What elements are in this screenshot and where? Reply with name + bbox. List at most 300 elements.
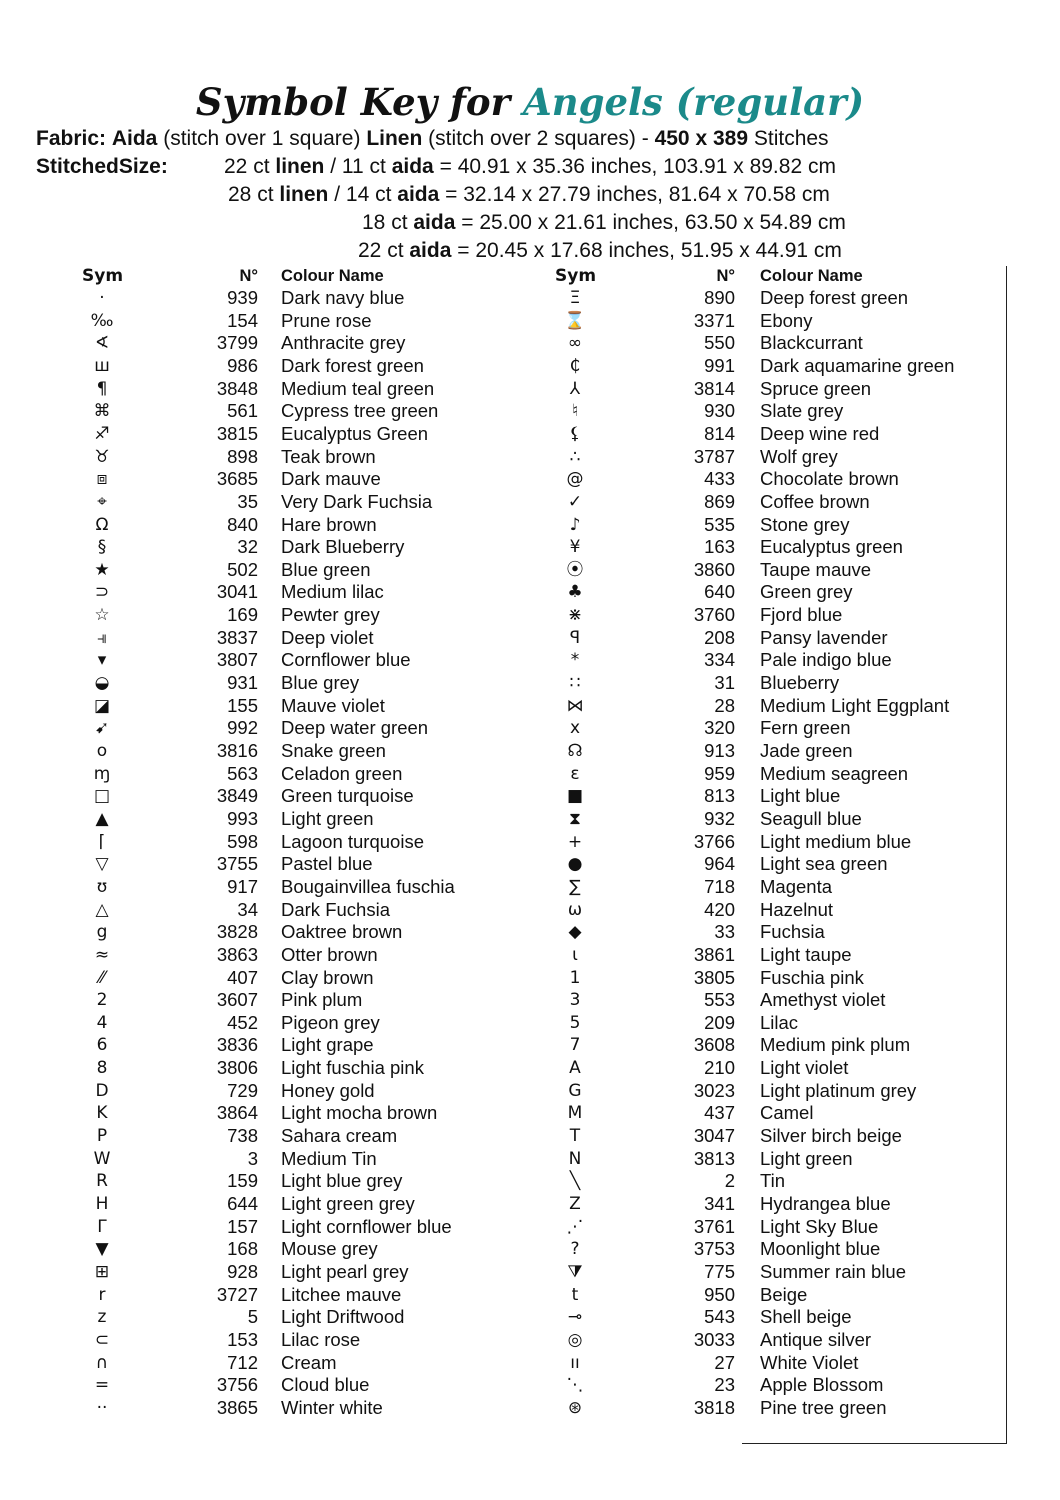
symbol-glyph: ♮: [571, 401, 579, 422]
colour-name: Medium teal green: [281, 377, 435, 399]
colour-name: Beige: [760, 1283, 808, 1305]
number-header: N°: [239, 267, 258, 285]
thread-number: 3607: [216, 989, 258, 1011]
colour-name: Blue green: [281, 558, 371, 580]
thread-number: 840: [227, 513, 258, 535]
colour-name: Fuschia pink: [760, 966, 864, 988]
thread-number: 208: [704, 626, 735, 648]
symbol-glyph: △: [95, 899, 109, 920]
symbol-glyph: ⋱: [566, 1375, 584, 1396]
symbol-glyph: ꟼ: [569, 627, 581, 648]
symbol-glyph: ★: [94, 559, 110, 580]
thread-number: 3608: [693, 1034, 735, 1056]
thread-number: 3865: [216, 1396, 258, 1418]
colour-name: Dark Blueberry: [281, 536, 405, 558]
thread-number: 3836: [216, 1034, 258, 1056]
colour-name: Light cornflower blue: [281, 1215, 452, 1237]
size-aida: aida: [409, 239, 452, 262]
thread-number: 159: [227, 1170, 258, 1192]
colour-name: Light platinum grey: [760, 1079, 917, 1101]
size-aida: aida: [397, 183, 440, 206]
thread-number: 3814: [693, 377, 735, 399]
stitches-label: Stitches: [753, 127, 829, 150]
colour-name: Spruce green: [760, 377, 872, 399]
thread-number: 3805: [693, 966, 735, 988]
symbol-glyph: ıı: [570, 1352, 580, 1373]
colour-name: Amethyst violet: [760, 989, 886, 1011]
colour-name: Taupe mauve: [760, 558, 872, 580]
thread-number: 433: [704, 468, 735, 490]
thread-number: 3848: [216, 377, 258, 399]
symbol-glyph: Γ: [97, 1216, 107, 1237]
number-header: N°: [716, 267, 735, 285]
colour-name: Light green grey: [281, 1193, 415, 1214]
symbol-glyph: ∢: [94, 333, 110, 354]
colour-name: Wolf grey: [760, 445, 838, 467]
symbol-glyph: ⫣: [96, 627, 108, 648]
thread-number: 930: [704, 400, 735, 422]
thread-number: 3787: [693, 445, 735, 467]
symbol-glyph: @: [566, 469, 584, 490]
thread-number: 550: [704, 332, 735, 354]
thread-number: 712: [227, 1351, 258, 1373]
thread-number: 932: [704, 807, 735, 829]
symbol-glyph: ⊛: [567, 1397, 583, 1418]
colour-name: Celadon green: [281, 762, 403, 784]
thread-number: 738: [227, 1125, 258, 1147]
colour-name: Green turquoise: [281, 785, 414, 807]
thread-number: 644: [227, 1193, 258, 1214]
colour-name: Litchee mauve: [281, 1283, 402, 1305]
colour-name: Oaktree brown: [281, 921, 403, 943]
colour-name: Seagull blue: [760, 807, 862, 829]
thread-number: 210: [704, 1057, 735, 1079]
symbol-glyph: ⅄: [569, 378, 581, 399]
thread-number: 2: [724, 1170, 735, 1192]
thread-number: 3816: [216, 740, 258, 761]
colour-name: Stone grey: [760, 513, 850, 535]
colour-name-header: Colour Name: [760, 267, 863, 285]
title-design-name: Angels (regular): [522, 80, 865, 124]
symbol-glyph: ≈: [94, 944, 110, 965]
colour-name: Jade green: [760, 740, 853, 761]
thread-number: 31: [714, 672, 735, 694]
symbol-glyph: ●: [567, 854, 583, 875]
size-dimensions: = 25.00 x 21.61 inches, 63.50 x 54.89 cm: [461, 211, 846, 234]
symbol-glyph: Ξ: [569, 288, 581, 308]
thread-number: 320: [704, 717, 735, 739]
thread-number: 598: [227, 830, 258, 852]
symbol-glyph: ɛ: [570, 763, 580, 784]
symbol-glyph: ɱ: [93, 763, 111, 784]
thread-number: 3863: [216, 943, 258, 965]
thread-number: 420: [704, 898, 735, 920]
thread-number: 3815: [216, 422, 258, 444]
table-right-border: [1006, 266, 1007, 1444]
colour-name: Hazelnut: [760, 898, 834, 920]
thread-number: 157: [227, 1215, 258, 1237]
colour-name: Pigeon grey: [281, 1011, 380, 1033]
symbol-glyph: P: [96, 1126, 108, 1147]
colour-name: Light grape: [281, 1034, 374, 1056]
symbol-glyph: 2: [96, 990, 108, 1011]
symbol-glyph: ☆: [94, 605, 110, 626]
symbol-glyph: ⌛: [564, 310, 586, 331]
thread-number: 32: [237, 536, 258, 558]
symbol-glyph: ¥: [569, 537, 581, 558]
thread-number: 3755: [216, 853, 258, 875]
colour-name: Lilac: [760, 1011, 799, 1033]
colour-name: Fern green: [760, 717, 851, 739]
thread-number: 543: [704, 1306, 735, 1328]
symbol-glyph: R: [96, 1171, 108, 1192]
symbol-glyph: ◪: [93, 695, 111, 716]
symbol-glyph: ⌘: [93, 401, 111, 422]
symbol-glyph: ⧈: [96, 469, 108, 490]
thread-number: 153: [227, 1328, 258, 1350]
colour-name: Magenta: [760, 875, 832, 897]
symbol-glyph: ■: [566, 786, 584, 807]
thread-number: 154: [227, 309, 258, 331]
symbol-glyph: ♣: [567, 582, 583, 603]
colour-name: Chocolate brown: [760, 468, 899, 490]
colour-name: Light blue: [760, 785, 841, 807]
thread-number: 502: [227, 558, 258, 580]
colour-name: Pastel blue: [281, 853, 373, 875]
colour-name: Fjord blue: [760, 604, 843, 626]
symbol-glyph: =: [94, 1375, 110, 1396]
colour-name: Deep forest green: [760, 287, 909, 308]
symbol-glyph: K: [96, 1103, 108, 1124]
colour-name: Deep violet: [281, 626, 374, 648]
thread-number: 950: [704, 1283, 735, 1305]
symbol-glyph: ‰: [90, 310, 114, 331]
thread-number: 3861: [693, 943, 735, 965]
thread-number: 3807: [216, 649, 258, 671]
thread-number: 964: [704, 853, 735, 875]
size-line-3: [362, 209, 846, 237]
colour-name: Dark forest green: [281, 354, 424, 376]
colour-name: Lagoon turquoise: [281, 830, 424, 852]
symbol-glyph: §: [97, 537, 107, 558]
symbol-glyph: ◎: [567, 1329, 583, 1350]
symbol-glyph: ▼: [95, 1239, 109, 1260]
colour-name: Clay brown: [281, 966, 374, 988]
symbol-glyph: ▽: [95, 854, 109, 875]
symbol-glyph: □: [93, 786, 111, 807]
symbol-glyph: ʊ: [96, 876, 108, 897]
size-sep: / 11 ct: [330, 155, 386, 178]
symbol-glyph: ▾: [97, 650, 107, 671]
colour-name: Coffee brown: [760, 490, 870, 512]
colour-name: Dark mauve: [281, 468, 381, 490]
symbol-glyph: r: [98, 1284, 106, 1305]
thread-number: 3761: [693, 1215, 735, 1237]
symbol-glyph: o: [96, 741, 108, 761]
symbol-glyph: ⧗: [569, 808, 581, 829]
thread-number: 341: [704, 1193, 735, 1214]
colour-name: Cloud blue: [281, 1374, 370, 1396]
colour-name: Mauve violet: [281, 694, 385, 716]
thread-number: 814: [704, 422, 735, 444]
thread-number: 931: [227, 672, 258, 694]
symbol-glyph: ⊂: [94, 1329, 110, 1350]
colour-name: White Violet: [760, 1351, 859, 1373]
symbol-glyph: ₵: [569, 355, 581, 376]
symbol-glyph: G: [568, 1080, 582, 1101]
thread-number: 869: [704, 490, 735, 512]
symbol-glyph: ⁄⁄: [99, 967, 105, 988]
symbol-glyph: ♐: [94, 423, 110, 444]
symbol-glyph: z: [97, 1307, 107, 1328]
colour-name: Light Driftwood: [281, 1306, 405, 1328]
colour-name: Pale indigo blue: [760, 649, 892, 671]
colour-name: Sahara cream: [281, 1125, 398, 1147]
symbol-glyph: +: [567, 831, 583, 852]
thread-number: 898: [227, 445, 258, 467]
thread-number: 155: [227, 694, 258, 716]
thread-number: 334: [704, 649, 735, 671]
colour-name: Light taupe: [760, 943, 852, 965]
symbol-glyph: ▲: [95, 808, 109, 829]
colour-name: Dark navy blue: [281, 287, 405, 308]
colour-name: Medium pink plum: [760, 1034, 911, 1056]
size-dimensions: = 32.14 x 27.79 inches, 81.64 x 70.58 cm: [445, 183, 830, 206]
colour-name: Pansy lavender: [760, 626, 888, 648]
fabric-line: [36, 125, 829, 153]
thread-number: 3753: [693, 1238, 735, 1260]
thread-number: 3727: [216, 1283, 258, 1305]
symbol-glyph: ɩ: [572, 944, 578, 965]
colour-name: Silver birch beige: [760, 1125, 902, 1147]
thread-number: 3756: [216, 1374, 258, 1396]
stitched-size-label: StitchedSize:: [36, 155, 168, 178]
symbol-glyph: M: [567, 1103, 583, 1124]
colour-name: Light pearl grey: [281, 1260, 409, 1282]
colour-name: Medium Light Eggplant: [760, 694, 950, 716]
symbol-glyph: ⋇: [567, 605, 583, 626]
colour-name: Light violet: [760, 1057, 849, 1079]
colour-name: Winter white: [281, 1396, 383, 1418]
symbol-glyph: ⧩: [567, 1261, 583, 1282]
symbol-glyph: 8: [96, 1058, 108, 1079]
colour-name: Hydrangea blue: [760, 1193, 891, 1214]
colour-name: Moonlight blue: [760, 1238, 881, 1260]
thread-number: 535: [704, 513, 735, 535]
symbol-glyph: 7: [569, 1035, 581, 1056]
sym-header: Sym: [82, 266, 124, 286]
size-line-4: [358, 237, 842, 265]
page-title: [0, 76, 1060, 128]
symbol-glyph: ω: [567, 899, 583, 920]
colour-name: Bougainvillea fuschia: [281, 875, 455, 897]
symbol-glyph: ⋈: [566, 695, 584, 716]
symbol-glyph: T: [569, 1126, 581, 1147]
colour-name: Cypress tree green: [281, 400, 439, 422]
size-ct: 22 ct: [358, 239, 404, 262]
colour-name: Light mocha brown: [281, 1102, 438, 1124]
symbol-glyph: g: [96, 922, 108, 943]
size-ct: 18 ct: [362, 211, 408, 234]
size-line-2: [228, 181, 830, 209]
symbol-glyph: ∩: [95, 1352, 109, 1373]
symbol-glyph: 6: [96, 1035, 108, 1056]
thread-number: 35: [237, 490, 258, 512]
fabric-label: Fabric:: [36, 127, 107, 150]
colour-name: Pewter grey: [281, 604, 380, 626]
thread-number: 169: [227, 604, 258, 626]
symbol-glyph: t: [571, 1284, 579, 1305]
thread-number: 23: [714, 1374, 735, 1396]
colour-name: Light green: [760, 1147, 853, 1169]
symbol-glyph: A: [569, 1058, 581, 1079]
stitch-count: 450 x 389: [654, 127, 749, 150]
symbol-glyph: D: [95, 1080, 109, 1101]
thread-number: 993: [227, 807, 258, 829]
colour-name: Antique silver: [760, 1328, 872, 1350]
colour-name: Blackcurrant: [760, 332, 863, 354]
symbol-glyph: ♪: [569, 514, 581, 535]
colour-name: Slate grey: [760, 400, 844, 422]
colour-name: Anthracite grey: [281, 332, 406, 354]
thread-number: 563: [227, 762, 258, 784]
thread-number: 3860: [693, 558, 735, 580]
symbol-glyph: Z: [569, 1194, 581, 1214]
thread-number: 3760: [693, 604, 735, 626]
symbol-glyph: ╲: [569, 1171, 581, 1192]
thread-number: 3023: [693, 1079, 735, 1101]
thread-number: 775: [704, 1260, 735, 1282]
colour-name: Medium seagreen: [760, 762, 909, 784]
thread-number: 407: [227, 966, 258, 988]
colour-name: Pine tree green: [760, 1396, 887, 1418]
symbol-glyph: ⦿: [566, 559, 584, 580]
colour-name: Honey gold: [281, 1079, 375, 1101]
thread-number: 163: [704, 536, 735, 558]
colour-name: Dark aquamarine green: [760, 354, 955, 376]
symbol-glyph: ⚸: [568, 423, 582, 444]
symbol-glyph: ⊞: [94, 1261, 110, 1282]
colour-name: Pink plum: [281, 989, 363, 1011]
colour-name: Deep water green: [281, 717, 429, 739]
thread-number: 3: [247, 1147, 258, 1169]
symbol-glyph: ⋰: [566, 1216, 584, 1237]
thread-number: 3371: [693, 309, 735, 331]
symbol-glyph: W: [93, 1148, 111, 1169]
symbol-glyph: 5: [569, 1012, 581, 1033]
colour-name: Prune rose: [281, 309, 372, 331]
size-ct: 22 ct: [224, 155, 270, 178]
linen-note: (stitch over 2 squares) -: [428, 127, 649, 150]
colour-name: Light Sky Blue: [760, 1215, 879, 1237]
size-aida: aida: [391, 155, 434, 178]
symbol-glyph: *: [570, 650, 580, 671]
symbol-glyph: ∴: [569, 446, 581, 467]
symbol-glyph: 3: [569, 990, 581, 1011]
symbol-glyph: ··: [96, 1397, 108, 1418]
size-aida: aida: [413, 211, 456, 234]
thread-number: 813: [704, 785, 735, 807]
symbol-glyph: Ω: [95, 514, 109, 535]
aida-label: Aida: [111, 127, 158, 150]
thread-number: 939: [227, 287, 258, 308]
colour-name: Very Dark Fuchsia: [281, 490, 433, 512]
symbol-glyph: ☊: [567, 741, 583, 761]
colour-name: Dark Fuchsia: [281, 898, 390, 920]
symbol-glyph: ¶: [96, 378, 108, 399]
colour-name: Mouse grey: [281, 1238, 378, 1260]
thread-number: 168: [227, 1238, 258, 1260]
colour-name: Light fuschia pink: [281, 1057, 424, 1079]
symbol-glyph: ·: [99, 288, 105, 308]
thread-number: 913: [704, 740, 735, 761]
thread-number: 3685: [216, 468, 258, 490]
colour-name: Ebony: [760, 309, 813, 331]
size-ct: 28 ct: [228, 183, 274, 206]
colour-name: Cornflower blue: [281, 649, 411, 671]
thread-number: 640: [704, 581, 735, 603]
size-sep: / 14 ct: [334, 183, 392, 206]
colour-name: Snake green: [281, 740, 386, 761]
thread-number: 3818: [693, 1396, 735, 1418]
colour-name: Light medium blue: [760, 830, 912, 852]
symbol-glyph: H: [95, 1194, 109, 1214]
colour-name: Apple Blossom: [760, 1374, 884, 1396]
colour-name: Summer rain blue: [760, 1260, 907, 1282]
aida-note: (stitch over 1 square): [163, 127, 361, 150]
colour-name: Lilac rose: [281, 1328, 361, 1350]
title-prefix: Symbol Key for: [195, 80, 511, 124]
size-dimensions: = 40.91 x 35.36 inches, 103.91 x 89.82 cm: [439, 155, 836, 178]
thread-number: 917: [227, 875, 258, 897]
thread-number: 209: [704, 1011, 735, 1033]
table-bottom-border: [742, 1443, 1006, 1444]
thread-number: 986: [227, 354, 258, 376]
sym-header: Sym: [555, 266, 597, 286]
symbol-glyph: ш: [94, 355, 110, 376]
thread-number: 5: [247, 1306, 258, 1328]
colour-name: Blue grey: [281, 672, 360, 694]
colour-name: Eucalyptus green: [760, 536, 903, 558]
colour-name: Light green: [281, 807, 374, 829]
linen-label: Linen: [366, 127, 423, 150]
thread-number: 729: [227, 1079, 258, 1101]
thread-number: 27: [714, 1351, 735, 1373]
thread-number: 959: [704, 762, 735, 784]
symbol-glyph: ➹: [94, 718, 110, 739]
colour-name: Light blue grey: [281, 1170, 403, 1192]
symbol-glyph: ?: [570, 1239, 580, 1260]
colour-name: Teak brown: [281, 445, 376, 467]
thread-number: 991: [704, 354, 735, 376]
thread-number: 437: [704, 1102, 735, 1124]
symbol-glyph: ⊸: [567, 1307, 583, 1328]
thread-number: 3766: [693, 830, 735, 852]
thread-number: 3813: [693, 1147, 735, 1169]
thread-number: 3033: [693, 1328, 735, 1350]
colour-name: Medium lilac: [281, 581, 384, 603]
colour-name: Deep wine red: [760, 422, 880, 444]
thread-number: 33: [714, 921, 735, 943]
symbol-glyph: ∞: [567, 333, 583, 354]
thread-number: 452: [227, 1011, 258, 1033]
thread-number: 3849: [216, 785, 258, 807]
symbol-glyph: ∷: [569, 673, 581, 694]
colour-name: Cream: [281, 1351, 337, 1373]
symbol-glyph: x: [569, 718, 581, 739]
thread-number: 28: [714, 694, 735, 716]
symbol-glyph: 1: [569, 967, 581, 988]
